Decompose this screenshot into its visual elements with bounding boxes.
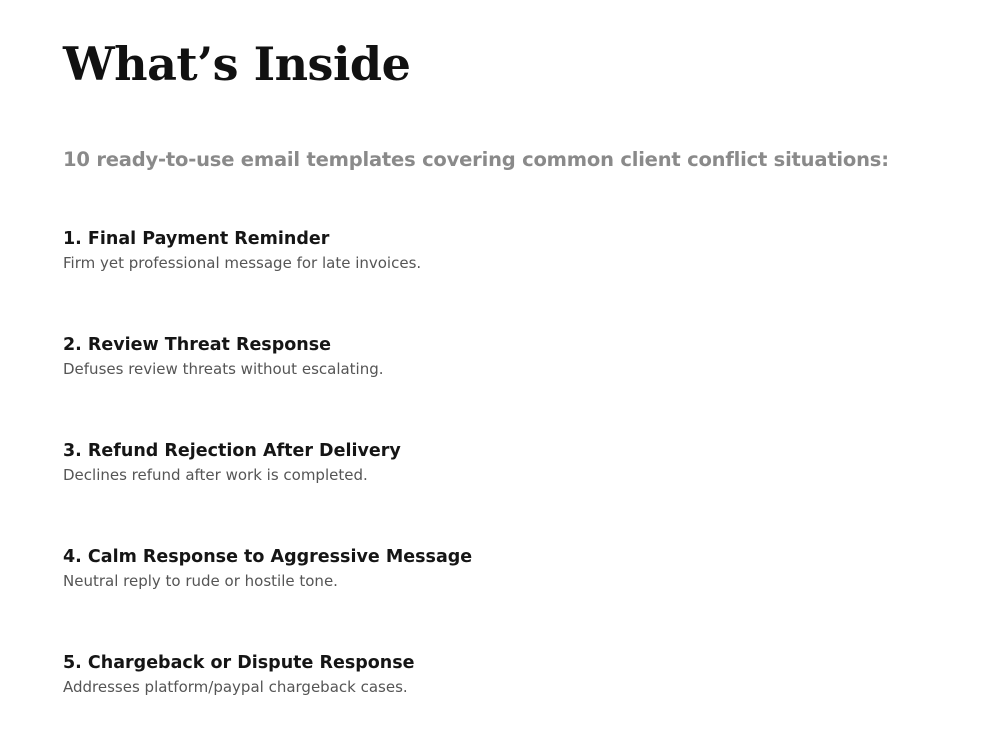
template-item-title: Review Threat Response bbox=[87, 335, 332, 355]
template-item-5 bbox=[63, 650, 472, 756]
template-item-heading bbox=[63, 332, 472, 358]
page-title: What’s Inside bbox=[63, 37, 411, 91]
template-item-description: Declines refund after work is completed. bbox=[63, 466, 368, 484]
template-item-number: 5. bbox=[63, 653, 82, 673]
template-item-1 bbox=[63, 226, 472, 332]
template-item-description: Defuses review threats without escalating. bbox=[63, 360, 384, 378]
template-item-description: Neutral reply to rude or hostile tone. bbox=[63, 572, 338, 590]
document-page bbox=[63, 0, 993, 728]
template-item-3 bbox=[63, 438, 472, 544]
template-item-title: Chargeback or Dispute Response bbox=[87, 653, 415, 673]
template-item-number: 2. bbox=[63, 335, 82, 355]
template-item-heading bbox=[63, 438, 472, 464]
template-item-description: Addresses platform/paypal chargeback cases. bbox=[63, 678, 408, 696]
template-item-number: 1. bbox=[63, 229, 82, 249]
template-item-title: Final Payment Reminder bbox=[87, 229, 330, 249]
template-list bbox=[63, 226, 472, 756]
template-item-description: Firm yet professional message for late invoices. bbox=[63, 254, 422, 272]
template-item-2 bbox=[63, 332, 472, 438]
template-item-heading bbox=[63, 544, 472, 570]
template-item-title: Calm Response to Aggressive Message bbox=[87, 547, 473, 567]
template-item-4 bbox=[63, 544, 472, 650]
template-item-title: Refund Rejection After Delivery bbox=[87, 441, 401, 461]
template-item-number: 4. bbox=[63, 547, 82, 567]
template-item-heading bbox=[63, 226, 472, 252]
page-subtitle: 10 ready-to-use email templates covering common client conflict situations: bbox=[63, 148, 889, 171]
template-item-number: 3. bbox=[63, 441, 82, 461]
template-item-heading bbox=[63, 650, 472, 676]
